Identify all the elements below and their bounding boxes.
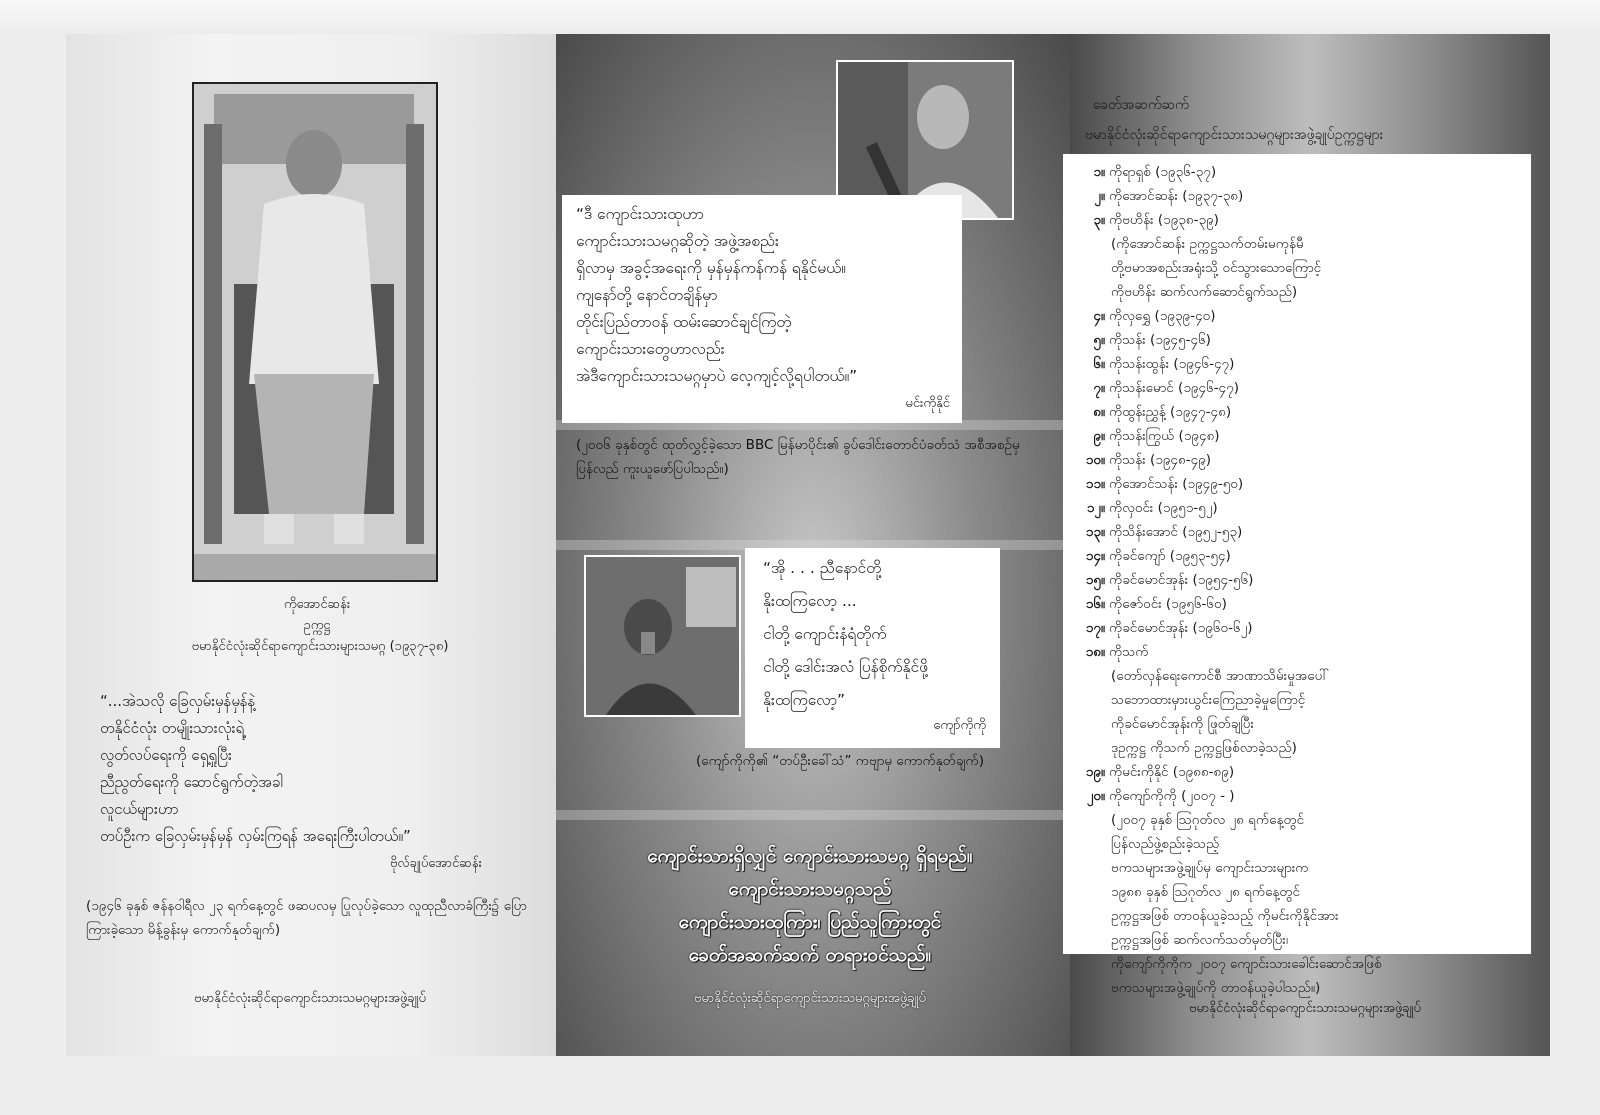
left-quote-line: ညီညွတ်ရေးကို ဆောင်ရွက်တဲ့အခါ bbox=[100, 773, 283, 791]
list-item-number: ၁၀။ bbox=[1085, 452, 1105, 468]
list-item-number: ၁၈။ bbox=[1085, 644, 1105, 660]
list-item bbox=[1073, 160, 1521, 184]
list-item-text: ကိုသိန်းအောင် (၁၉၅၂-၅၃) bbox=[1109, 524, 1243, 540]
list-item-text: တို့ဗမာအစည်းအရုံးသို့ ဝင်သွားသောကြောင့် bbox=[1111, 260, 1322, 276]
quote1-line: “ဒီ ကျောင်းသားထုဟာ bbox=[576, 205, 704, 223]
list-item-text: ကိုဗဟိန်း ဆက်လက်ဆောင်ရွက်သည်) bbox=[1111, 284, 1298, 300]
list-item-text: ကိုသန်းမောင် (၁၉၄၆-၄၇) bbox=[1109, 380, 1240, 396]
list-item-text: ဥက္ကဋ္ဌအဖြစ် တာဝန်ယူခဲ့သည့် ကိုမင်းကိုနိုင်အား bbox=[1111, 908, 1339, 924]
middle-note-bbc: (၂၀၀၆ ခုနှစ်တွင် ထုတ်လွှင့်ခဲ့သော BBC မြန်မာပိုင်း၏ ခွပ်ဒေါင်းတောင်ပံခတ်သံ အစီအစဉ်မှ ပြန်လည် ကူးယူဖော်ပြပါသည်။) bbox=[576, 437, 1020, 477]
quote1-line: ကျောင်းသားတွေဟာလည်း bbox=[576, 340, 725, 358]
list-item bbox=[1073, 568, 1521, 592]
list-item-text: ဒုဥက္ကဋ္ဌ ကိုသက် ဥက္ကဋ္ဌဖြစ်လာခဲ့သည်) bbox=[1111, 740, 1297, 756]
list-item-text: ကိုဗဟိန်း (၁၉၃၈-၃၉) bbox=[1109, 212, 1219, 228]
left-quote-line: လွတ်လပ်ရေးကို ရှေ့ရှုပြီး bbox=[100, 746, 232, 764]
list-item-text: (တော်လှန်ရေးကောင်စီ အာဏာသိမ်းမှုအပေါ် bbox=[1111, 668, 1329, 684]
list-item bbox=[1073, 952, 1521, 976]
list-item bbox=[1073, 472, 1521, 496]
quote2-author: ကျော်ကိုကို bbox=[933, 718, 986, 733]
list-item-text: ကိုသန်း (၁၉၄၅-၄၆) bbox=[1109, 332, 1211, 348]
list-item-number: ၁၁။ bbox=[1085, 476, 1105, 492]
list-item bbox=[1073, 712, 1521, 736]
protester-photo bbox=[584, 555, 741, 717]
list-item-text: (၂၀၀၇ ခုနှစ် ဩဂုတ်လ ၂၈ ရက်နေ့တွင် bbox=[1111, 812, 1305, 828]
list-item bbox=[1073, 664, 1521, 688]
list-item-text: ဗကသများအဖွဲ့ချုပ်မှ ကျောင်းသားများက bbox=[1111, 860, 1309, 876]
list-item-text: ကိုခင်မောင်အုန်း (၁၉၅၄-၅၆) bbox=[1109, 572, 1254, 588]
quote2-line: ငါတို့ ဒေါင်းအလံ ပြန်စိုက်နိုင်ဖို့ bbox=[763, 658, 928, 676]
list-item bbox=[1073, 688, 1521, 712]
quote2-line: နိုးထကြလော့” bbox=[763, 691, 846, 709]
left-quote-author: ဗိုလ်ချုပ်အောင်ဆန်း bbox=[390, 856, 482, 871]
list-item-text: ကိုသန်းကြွယ် (၁၉၄၈) bbox=[1109, 428, 1220, 444]
list-item-number: ၂၀။ bbox=[1086, 788, 1105, 804]
quote1-line: တိုင်းပြည်တာဝန် ထမ်းဆောင်ချင်ကြတဲ့ bbox=[576, 313, 792, 331]
list-item-number: ၁၅။ bbox=[1085, 572, 1105, 588]
scan-margin bbox=[0, 0, 1600, 34]
quote1-line: ကျနော်တို့ နောင်တချိန်မှာ bbox=[576, 286, 718, 304]
slogan-line: ကျောင်းသားထုကြား၊ ပြည်သူကြားတွင် bbox=[678, 911, 942, 933]
list-item-text: ကိုအောင်သန်း (၁၉၄၉-၅၀) bbox=[1109, 476, 1244, 492]
list-item bbox=[1073, 928, 1521, 952]
quote2-line: “အို . . . ညီနောင်တို့ bbox=[763, 559, 882, 577]
list-item bbox=[1073, 904, 1521, 928]
list-item-text: ကိုကျော်ကိုကို (၂၀၀၇ - ) bbox=[1109, 788, 1235, 804]
list-item-text: ကိုရာရှစ် (၁၉၃၆-၃၇) bbox=[1109, 164, 1217, 180]
left-quote-line: “...အဲသလို ခြေလှမ်းမှန်မှန်နဲ့ bbox=[100, 692, 256, 710]
list-item-number: ၁၉။ bbox=[1085, 764, 1105, 780]
right-heading-line2: ဗမာနိုင်ငံလုံးဆိုင်ရာကျောင်းသားသမဂ္ဂများအဖွဲ့ချုပ်ဥက္ကဋ္ဌများ bbox=[1085, 127, 1384, 143]
quote2-line: နိုးထကြလော့ ... bbox=[763, 592, 857, 610]
list-item bbox=[1073, 544, 1521, 568]
list-item bbox=[1073, 784, 1521, 808]
presidents-list bbox=[1063, 154, 1531, 996]
list-item-text: ဥက္ကဋ္ဌအဖြစ် ဆက်လက်သတ်မှတ်ပြီး၊ bbox=[1111, 932, 1288, 948]
list-item bbox=[1073, 736, 1521, 760]
quote1-line: ကျောင်းသားသမဂ္ဂဆိုတဲ့ အဖွဲ့အစည်း bbox=[576, 232, 779, 250]
list-item bbox=[1073, 352, 1521, 376]
list-item bbox=[1073, 880, 1521, 904]
list-item bbox=[1073, 856, 1521, 880]
right-footer: ဗမာနိုင်ငံလုံးဆိုင်ရာကျောင်းသားသမဂ္ဂများအဖွဲ့ချုပ် bbox=[1189, 1001, 1421, 1016]
list-item-number: ၁၂။ bbox=[1086, 500, 1105, 516]
slogan-line: ခေတ်အဆက်ဆက် တရားဝင်သည်။ bbox=[688, 944, 932, 966]
list-item bbox=[1073, 232, 1521, 256]
list-item bbox=[1073, 304, 1521, 328]
portrait-photo bbox=[192, 82, 438, 582]
quote2-line: ငါတို့ ကျောင်းနံရံတိုက် bbox=[763, 625, 887, 643]
list-item-text: ၁၉၈၈ ခုနှစ် ဩဂုတ်လ ၂၈ ရက်နေ့တွင် bbox=[1111, 884, 1301, 900]
list-item bbox=[1073, 256, 1521, 280]
list-item bbox=[1073, 520, 1521, 544]
list-item-text: ကိုခင်မောင်အုန်းကို ဖြုတ်ချပြီး bbox=[1111, 716, 1254, 732]
list-item bbox=[1073, 976, 1521, 1000]
list-item bbox=[1073, 496, 1521, 520]
list-item-number: ၈။ bbox=[1093, 404, 1105, 420]
left-quote-line: တပ်ဦးက ခြေလှမ်းမှန်မှန် လှမ်းကြရန် အရေးကြီးပါတယ်။” bbox=[100, 827, 411, 845]
list-item bbox=[1073, 328, 1521, 352]
list-item-number: ၂။ bbox=[1094, 188, 1105, 204]
list-item-text: ကိုသန်းထွန်း (၁၉၄၆-၄၇) bbox=[1109, 356, 1235, 372]
list-item-number: ၄။ bbox=[1093, 308, 1105, 324]
list-item bbox=[1073, 808, 1521, 832]
list-item bbox=[1073, 280, 1521, 304]
list-item-text: သဘောထားမှားယွင်းကြေညာခဲ့မှုကြောင့် bbox=[1111, 692, 1306, 708]
quote-box-min-ko-naing bbox=[562, 195, 962, 423]
list-item bbox=[1073, 592, 1521, 616]
list-item bbox=[1073, 616, 1521, 640]
list-item-text: (ကိုအောင်ဆန်း ဥက္ကဋ္ဌသက်တမ်းမကုန်မီ bbox=[1111, 236, 1304, 252]
list-item bbox=[1073, 640, 1521, 664]
left-footer: ဗမာနိုင်ငံလုံးဆိုင်ရာကျောင်းသားသမဂ္ဂများအဖွဲ့ချုပ် bbox=[194, 991, 426, 1006]
list-item bbox=[1073, 400, 1521, 424]
list-item-number: ၁။ bbox=[1093, 164, 1105, 180]
list-item-text: ကိုလှဝင်း (၁၉၅၁-၅၂) bbox=[1109, 500, 1218, 516]
portrait-caption-org: ဗမာနိုင်ငံလုံးဆိုင်ရာကျောင်းသားများသမဂ္ဂ (၁၉၃၇-၃၈) bbox=[191, 639, 449, 654]
list-item bbox=[1073, 208, 1521, 232]
list-item-text: ကိုထွန်းညွှန့် (၁၉၄၇-၄၈) bbox=[1109, 404, 1232, 420]
quote-box-kyaw-ko-ko bbox=[745, 548, 1000, 748]
quote1-line: အဲဒီကျောင်းသားသမဂ္ဂမှာပဲ လေ့ကျင့်လို့ရပါတယ်။” bbox=[576, 367, 858, 385]
quote1-author: မင်းကိုနိုင် bbox=[905, 396, 950, 411]
list-item-number: ၃။ bbox=[1093, 212, 1105, 228]
list-item-text: ကိုခင်ကျော် (၁၉၅၃-၅၄) bbox=[1109, 548, 1231, 564]
list-item bbox=[1073, 760, 1521, 784]
list-item bbox=[1073, 184, 1521, 208]
list-item-text: ကိုကျော်ကိုကိုက ၂၀၀၇ ကျောင်းသားခေါင်းဆောင်အဖြစ် bbox=[1111, 956, 1382, 972]
quote1-line: ရှိလာမှ အခွင့်အရေးကို မှန်မှန်ကန်ကန် ရနိုင်မယ်။ bbox=[576, 259, 846, 277]
slogan bbox=[585, 840, 1035, 972]
list-item-number: ၆။ bbox=[1093, 356, 1105, 372]
left-quote-line: တနိုင်ငံလုံး တမျိုးသားလုံးရဲ့ bbox=[100, 719, 245, 737]
right-heading bbox=[1085, 90, 1515, 150]
list-item-text: ကိုဇော်ဝင်း (၁၉၅၆-၆၀) bbox=[1109, 596, 1227, 612]
list-item-text: ပြန်လည်ဖွဲ့စည်းခဲ့သည့် bbox=[1111, 836, 1220, 852]
list-item-text: ကိုအောင်ဆန်း (၁၉၃၇-၃၈) bbox=[1109, 188, 1244, 204]
right-heading-line1: ခေတ်အဆက်ဆက် bbox=[1093, 97, 1189, 113]
portrait-caption-name: ကိုအောင်ဆန်း bbox=[283, 597, 351, 612]
slogan-line: ကျောင်းသားရှိလျှင် ကျောင်းသားသမဂ္ဂ ရှိရမည်။ bbox=[647, 845, 973, 867]
list-item-text: ကိုခင်မောင်အုန်း (၁၉၆၀-၆၂) bbox=[1109, 620, 1253, 636]
left-note: (၁၉၄၆ ခုနှစ် ဇန်နဝါရီလ ၂၃ ရက်နေ့တွင် ဖဆပလမှ ပြုလုပ်ခဲ့သော လူထုညီလာခံကြီး၌ ပြောကြားခဲ့သော မိန့်ခွန်းမှ ကောက်နုတ်ချက်) bbox=[86, 898, 527, 938]
list-item-number: ၅။ bbox=[1093, 332, 1105, 348]
list-item-number: ၁၇။ bbox=[1085, 620, 1105, 636]
list-item bbox=[1073, 832, 1521, 856]
list-item-number: ၁၆။ bbox=[1085, 596, 1105, 612]
list-item-text: ကိုလှရွှေ (၁၉၃၉-၄၀) bbox=[1109, 308, 1216, 324]
left-quote-line: လူငယ်များဟာ bbox=[100, 800, 179, 818]
middle-footer: ဗမာနိုင်ငံလုံးဆိုင်ရာကျောင်းသားသမဂ္ဂများအဖွဲ့ချုပ် bbox=[694, 991, 926, 1006]
list-item-number: ၇။ bbox=[1093, 380, 1105, 396]
middle-note-poem: (ကျော်ကိုကို၏ “တပ်ဦးခေါ်သံ” ကဗျာမှ ကောက်နုတ်ချက်) bbox=[695, 753, 985, 769]
list-item-number: ၉။ bbox=[1093, 428, 1105, 444]
list-item-text: ကိုမင်းကိုနိုင် (၁၉၈၈-၈၉) bbox=[1109, 764, 1235, 780]
list-item bbox=[1073, 448, 1521, 472]
list-item bbox=[1073, 424, 1521, 448]
list-item bbox=[1073, 376, 1521, 400]
left-quote bbox=[100, 688, 540, 850]
slogan-line: ကျောင်းသားသမဂ္ဂသည် bbox=[728, 878, 892, 900]
list-item-text: ဗကသများအဖွဲ့ချုပ်ကို တာဝန်ယူခဲ့ပါသည်။) bbox=[1111, 980, 1321, 996]
list-item-text: ကိုသက် bbox=[1109, 644, 1149, 660]
portrait-caption-role: ဥက္ကဋ္ဌ bbox=[303, 618, 331, 633]
list-item-text: ကိုသန်း (၁၉၄၈-၄၉) bbox=[1109, 452, 1212, 468]
list-item-number: ၁၃။ bbox=[1085, 524, 1105, 540]
list-item-number: ၁၄။ bbox=[1085, 548, 1105, 564]
